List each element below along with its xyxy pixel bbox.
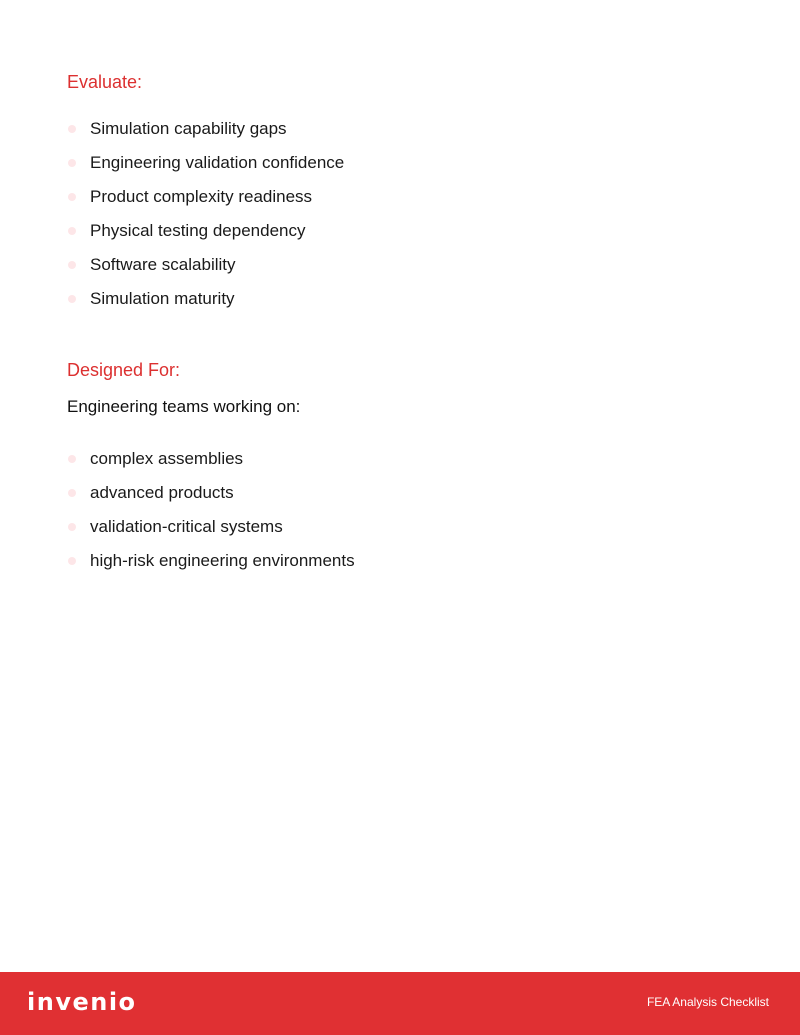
invenio-logo: invenio bbox=[27, 988, 137, 1016]
list-item bbox=[67, 544, 747, 578]
list-item bbox=[67, 214, 747, 248]
bullet-dot-icon bbox=[68, 489, 76, 497]
list-item bbox=[67, 510, 747, 544]
designed-for-section bbox=[67, 358, 747, 578]
list-item bbox=[67, 442, 747, 476]
bullet-dot-icon bbox=[68, 295, 76, 303]
list-item bbox=[67, 476, 747, 510]
designed-for-list bbox=[67, 442, 747, 578]
page-content bbox=[67, 70, 747, 578]
list-item-text: Physical testing dependency bbox=[90, 221, 306, 240]
bullet-dot-icon bbox=[68, 125, 76, 133]
list-item-text: advanced products bbox=[90, 483, 234, 502]
list-item bbox=[67, 146, 747, 180]
bullet-dot-icon bbox=[68, 159, 76, 167]
list-item bbox=[67, 282, 747, 316]
bullet-dot-icon bbox=[68, 193, 76, 201]
list-item-text: Product complexity readiness bbox=[90, 187, 313, 206]
page-footer bbox=[0, 972, 800, 1035]
designed-for-intro: Engineering teams working on: bbox=[67, 397, 301, 416]
designed-for-heading: Designed For: bbox=[67, 360, 181, 380]
list-item-text: validation-critical systems bbox=[90, 517, 283, 536]
bullet-dot-icon bbox=[68, 227, 76, 235]
list-item-text: complex assemblies bbox=[90, 449, 244, 468]
bullet-dot-icon bbox=[68, 261, 76, 269]
evaluate-heading: Evaluate: bbox=[67, 72, 143, 92]
evaluate-section bbox=[67, 70, 747, 316]
bullet-dot-icon bbox=[68, 557, 76, 565]
bullet-dot-icon bbox=[68, 455, 76, 463]
bullet-dot-icon bbox=[68, 523, 76, 531]
list-item-text: Simulation capability gaps bbox=[90, 119, 287, 138]
list-item bbox=[67, 180, 747, 214]
footer-caption: FEA Analysis Checklist bbox=[646, 995, 769, 1009]
list-item bbox=[67, 112, 747, 146]
evaluate-list bbox=[67, 112, 747, 316]
list-item-text: Software scalability bbox=[90, 255, 236, 274]
list-item-text: Engineering validation confidence bbox=[90, 153, 345, 172]
list-item bbox=[67, 248, 747, 282]
list-item-text: high-risk engineering environments bbox=[90, 551, 355, 570]
list-item-text: Simulation maturity bbox=[90, 289, 235, 308]
